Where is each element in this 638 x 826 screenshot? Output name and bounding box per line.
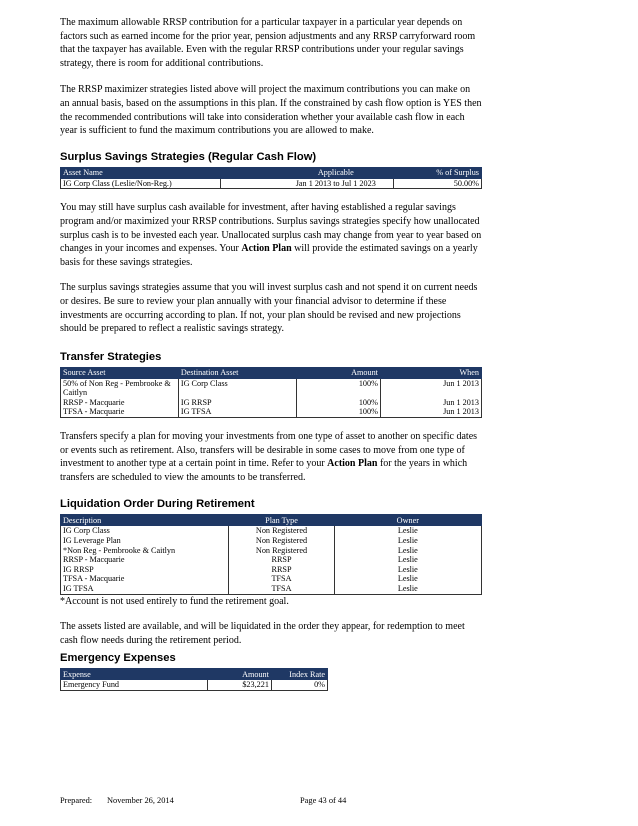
table-cell: 100% bbox=[296, 398, 380, 408]
document-page bbox=[60, 16, 482, 691]
table-cell: Leslie bbox=[334, 574, 481, 584]
liquidation-table bbox=[60, 514, 482, 594]
table-cell: RRSP - Macquarie bbox=[61, 555, 229, 565]
table-cell: Jun 1 2013 bbox=[380, 378, 481, 398]
table-cell: Non Registered bbox=[229, 526, 334, 536]
table-cell: Leslie bbox=[334, 546, 481, 556]
table-header-row bbox=[61, 669, 328, 680]
table-cell: Non Registered bbox=[229, 546, 334, 556]
column-header: Source Asset bbox=[61, 367, 179, 378]
table-cell: Jun 1 2013 bbox=[380, 407, 481, 417]
liquidation-heading: Liquidation Order During Retirement bbox=[60, 498, 255, 511]
table-header-row bbox=[61, 515, 482, 526]
surplus-paragraph-1 bbox=[60, 201, 482, 269]
column-header: Description bbox=[61, 515, 229, 526]
transfer-paragraph-1 bbox=[60, 430, 482, 484]
column-header: Expense bbox=[61, 669, 208, 680]
intro-paragraph-1: The maximum allowable RRSP contribution for a particular taxpayer in a particular year depends on factors such as earned income for the prior year, pension adjustments and any RRSP carryforward room that the taxpayer has available. Even with the regular RRSP contributions under your regular savings strategy, there is room for additional contributions. bbox=[60, 17, 476, 69]
action-plan-emphasis: Action Plan bbox=[241, 243, 292, 255]
table-cell: Leslie bbox=[334, 584, 481, 594]
column-header: Amount bbox=[207, 669, 271, 680]
table-cell: RRSP - Macquarie bbox=[61, 398, 179, 408]
table-cell: 50% of Non Reg - Pembrooke & Caitlyn bbox=[61, 378, 179, 398]
table-cell: TFSA bbox=[229, 584, 334, 594]
column-header: Plan Type bbox=[229, 515, 334, 526]
liquidation-footnote: *Account is not used entirely to fund the retirement goal. bbox=[60, 595, 289, 607]
table-cell: Jan 1 2013 to Jul 1 2023 bbox=[220, 178, 393, 189]
table-cell: IG Leverage Plan bbox=[61, 536, 229, 546]
table-cell: 50.00% bbox=[393, 178, 481, 189]
surplus-table bbox=[60, 167, 482, 190]
column-header: Applicable bbox=[220, 167, 393, 178]
table-row bbox=[61, 536, 482, 546]
table-row bbox=[61, 378, 482, 398]
table-cell: IG Corp Class bbox=[178, 378, 296, 398]
table-row bbox=[61, 584, 482, 594]
table-row bbox=[61, 526, 482, 536]
page-number: Page 43 of 44 bbox=[300, 796, 347, 805]
table-cell: IG RRSP bbox=[61, 565, 229, 575]
column-header: Destination Asset bbox=[178, 367, 296, 378]
liquidation-paragraph-1: The assets listed are available, and will be liquidated in the order they appear, for redemption to meet cash flow needs during the retirement period. bbox=[60, 621, 465, 646]
table-row bbox=[61, 565, 482, 575]
table-cell: IG TFSA bbox=[178, 407, 296, 417]
column-header: % of Surplus bbox=[393, 167, 481, 178]
transfer-table bbox=[60, 367, 482, 418]
table-cell: IG RRSP bbox=[178, 398, 296, 408]
table-cell: IG TFSA bbox=[61, 584, 229, 594]
table-cell: TFSA - Macquarie bbox=[61, 407, 179, 417]
table-cell: TFSA - Macquarie bbox=[61, 574, 229, 584]
transfer-p1-text-b: for the years in which transfers are scheduled to view the amounts to be transferred. bbox=[60, 458, 468, 483]
column-header: When bbox=[380, 367, 481, 378]
table-cell: RRSP bbox=[229, 555, 334, 565]
column-header: Index Rate bbox=[271, 669, 327, 680]
prepared-label: Prepared: bbox=[60, 796, 93, 805]
table-cell: *Non Reg - Pembrooke & Caitlyn bbox=[61, 546, 229, 556]
table-row bbox=[61, 398, 482, 408]
surplus-heading: Surplus Savings Strategies (Regular Cash Flow) bbox=[60, 150, 317, 163]
intro-paragraph-2: The RRSP maximizer strategies listed above will project the maximum contributions you can make on an annual basis, based on the assumptions in this plan. If the constrained by cash flow option is YES then the recommended contributions will take into consideration whether your available cash flow in each year is sufficient to fund the maximum contributions you are allowed to make. bbox=[60, 84, 482, 137]
table-header-row bbox=[61, 367, 482, 378]
table-cell: TFSA bbox=[229, 574, 334, 584]
prepared-date: November 26, 2014 bbox=[107, 796, 174, 805]
emergency-table bbox=[60, 668, 328, 691]
action-plan-emphasis: Action Plan bbox=[327, 458, 378, 470]
table-cell: IG Corp Class bbox=[61, 526, 229, 536]
table-cell: Leslie bbox=[334, 565, 481, 575]
table-cell: RRSP bbox=[229, 565, 334, 575]
table-cell: 100% bbox=[296, 407, 380, 417]
table-cell: Leslie bbox=[334, 526, 481, 536]
surplus-p1-text-a: You may still have surplus cash available for investment, after having established a regular savings program and/or maximized your RRSP contributions. Surplus savings strategies specify how unallocated surplus cash is to be invested each year. Unallocated surplus cash may change from year to year based on changes in your incomes and expenses. Your bbox=[60, 202, 482, 255]
transfer-heading: Transfer Strategies bbox=[60, 350, 162, 363]
table-row bbox=[61, 555, 482, 565]
table-row bbox=[61, 178, 482, 189]
table-cell: 0% bbox=[271, 680, 327, 691]
table-cell: Leslie bbox=[334, 536, 481, 546]
table-cell: IG Corp Class (Leslie/Non-Reg.) bbox=[61, 178, 221, 189]
column-header: Owner bbox=[334, 515, 481, 526]
table-cell: 100% bbox=[296, 378, 380, 398]
transfer-p1-text-a: Transfers specify a plan for moving your investments from one type of asset to another on specific dates or events such as retirement. Also, transfers will be desirable in some cases to move from one type of investment to another type at a certain point in time. Refer to your bbox=[60, 431, 478, 470]
table-cell: Leslie bbox=[334, 555, 481, 565]
emergency-heading: Emergency Expenses bbox=[60, 652, 176, 665]
column-header: Asset Name bbox=[61, 167, 221, 178]
column-header: Amount bbox=[296, 367, 380, 378]
table-row bbox=[61, 546, 482, 556]
table-cell: Emergency Fund bbox=[61, 680, 208, 691]
table-cell: $23,221 bbox=[207, 680, 271, 691]
table-cell: Jun 1 2013 bbox=[380, 398, 481, 408]
surplus-paragraph-2: The surplus savings strategies assume that you will invest surplus cash and not spend it on current needs or desires. Be sure to review your plan annually with your financial advisor to determine if these investments are occurring according to plan. If not, your plan should be revised and new projections should be prepared to reflect a realistic savings strategy. bbox=[60, 282, 478, 335]
table-cell: Non Registered bbox=[229, 536, 334, 546]
table-row bbox=[61, 407, 482, 417]
table-header-row bbox=[61, 167, 482, 178]
table-row bbox=[61, 680, 328, 691]
table-row bbox=[61, 574, 482, 584]
surplus-p1-text-b: will provide the estimated savings on a yearly basis for these savings strategies. bbox=[60, 243, 478, 268]
